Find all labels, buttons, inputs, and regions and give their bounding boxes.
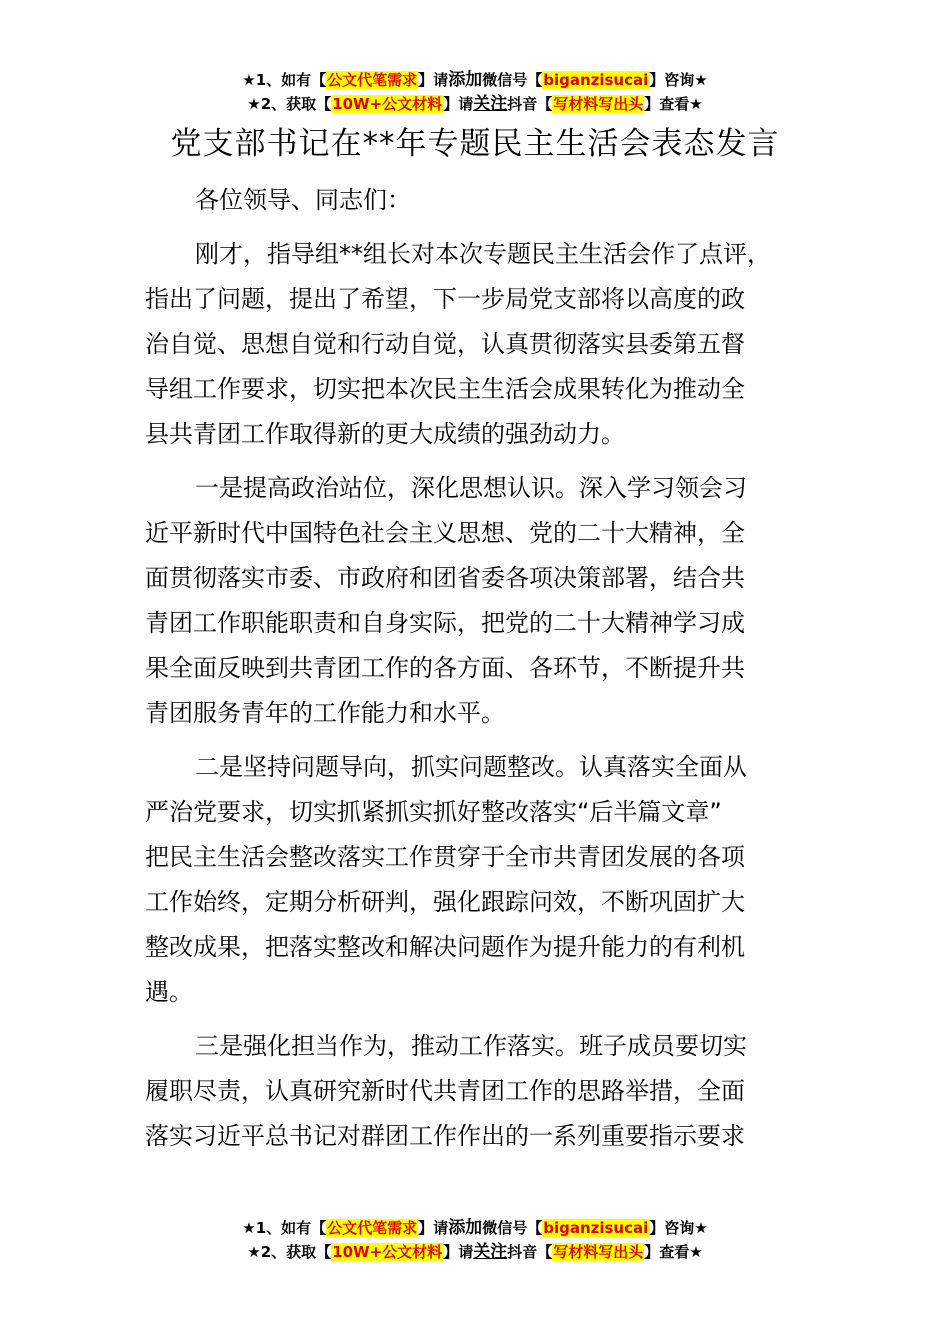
banner-text: 】请 bbox=[418, 71, 449, 89]
text-line: 导组工作要求，切实把本次民主生活会成果转化为推动全 bbox=[145, 375, 745, 403]
banner-text: ★1、如有【 bbox=[242, 1219, 327, 1237]
banner-text: ★2、获取【 bbox=[247, 1243, 332, 1261]
text-line: 工作始终，定期分析研判，强化跟踪问效，不断巩固扩大 bbox=[145, 888, 745, 916]
text-line: 县共青团工作取得新的更大成绩的强劲动力。 bbox=[145, 420, 625, 448]
banner-emphasis: 关注 bbox=[473, 94, 508, 114]
banner-highlight: 公文代笔需求 bbox=[327, 1219, 418, 1237]
text-line: 刚才，指导组**组长对本次专题民主生活会作了点评， bbox=[195, 240, 771, 268]
salutation: 各位领导、同志们： bbox=[195, 186, 411, 214]
banner-line-2 bbox=[0, 92, 950, 116]
banner-text: 】咨询★ bbox=[649, 71, 708, 89]
banner-text: 】请 bbox=[418, 1219, 449, 1237]
banner-highlight: 10W+公文材料 bbox=[332, 95, 443, 113]
text-line: 治自觉、思想自觉和行动自觉，认真贯彻落实县委第五督 bbox=[145, 330, 745, 358]
banner-text: 抖音【 bbox=[507, 1243, 553, 1261]
banner-emphasis: 添加 bbox=[448, 1218, 483, 1238]
text-line: 遇。 bbox=[145, 978, 193, 1006]
banner-highlight: 10W+公文材料 bbox=[332, 1243, 443, 1261]
text-line: 果全面反映到共青团工作的各方面、各环节，不断提升共 bbox=[145, 654, 745, 682]
text-line: 严治党要求，切实抓紧抓实抓好整改落实“后半篇文章” bbox=[145, 798, 722, 826]
text-line: 青团工作职能职责和自身实际，把党的二十大精神学习成 bbox=[145, 609, 745, 637]
text-line: 青团服务青年的工作能力和水平。 bbox=[145, 699, 505, 727]
banner-douyin-id: 写材料写出头 bbox=[553, 95, 644, 113]
header-banner bbox=[0, 68, 950, 116]
banner-text: 】请 bbox=[443, 1243, 474, 1261]
salutation-paragraph bbox=[145, 178, 840, 223]
banner-wechat-id: biganzisucai bbox=[543, 71, 649, 89]
paragraph-2 bbox=[145, 466, 840, 736]
banner-text: 】查看★ bbox=[644, 1243, 703, 1261]
banner-text: 】查看★ bbox=[644, 95, 703, 113]
banner-highlight: 公文代笔需求 bbox=[327, 71, 418, 89]
text-line: 履职尽责，认真研究新时代共青团工作的思路举措，全面 bbox=[145, 1077, 745, 1105]
banner-text: 】咨询★ bbox=[649, 1219, 708, 1237]
document-title: 党支部书记在**年专题民主生活会表态发言 bbox=[170, 126, 780, 162]
banner-douyin-id: 写材料写出头 bbox=[553, 1243, 644, 1261]
footer-banner bbox=[0, 1216, 950, 1264]
banner-text: 抖音【 bbox=[507, 95, 553, 113]
banner-emphasis: 关注 bbox=[473, 1242, 508, 1262]
banner-text: ★2、获取【 bbox=[247, 95, 332, 113]
banner-line-1 bbox=[0, 68, 950, 92]
banner-line-2 bbox=[0, 1240, 950, 1264]
paragraph-1 bbox=[145, 232, 840, 457]
text-line: 二是坚持问题导向，抓实问题整改。认真落实全面从 bbox=[195, 753, 747, 781]
banner-wechat-id: biganzisucai bbox=[543, 1219, 649, 1237]
text-line: 落实习近平总书记对群团工作作出的一系列重要指示要求 bbox=[145, 1122, 745, 1150]
text-line: 近平新时代中国特色社会主义思想、党的二十大精神，全 bbox=[145, 519, 745, 547]
banner-line-1 bbox=[0, 1216, 950, 1240]
banner-text: ★1、如有【 bbox=[242, 71, 327, 89]
text-line: 指出了问题，提出了希望，下一步局党支部将以高度的政 bbox=[145, 285, 745, 313]
document-body bbox=[145, 178, 840, 1168]
paragraph-4 bbox=[145, 1024, 840, 1159]
banner-emphasis: 添加 bbox=[448, 70, 483, 90]
banner-text: 微信号【 bbox=[482, 71, 543, 89]
text-line: 一是提高政治站位，深化思想认识。深入学习领会习 bbox=[195, 474, 747, 502]
text-line: 面贯彻落实市委、市政府和团省委各项决策部署，结合共 bbox=[145, 564, 745, 592]
banner-text: 微信号【 bbox=[482, 1219, 543, 1237]
text-line: 三是强化担当作为，推动工作落实。班子成员要切实 bbox=[195, 1032, 747, 1060]
paragraph-3 bbox=[145, 745, 840, 1015]
text-line: 把民主生活会整改落实工作贯穿于全市共青团发展的各项 bbox=[145, 843, 745, 871]
text-line: 整改成果，把落实整改和解决问题作为提升能力的有利机 bbox=[145, 933, 745, 961]
banner-text: 】请 bbox=[443, 95, 474, 113]
